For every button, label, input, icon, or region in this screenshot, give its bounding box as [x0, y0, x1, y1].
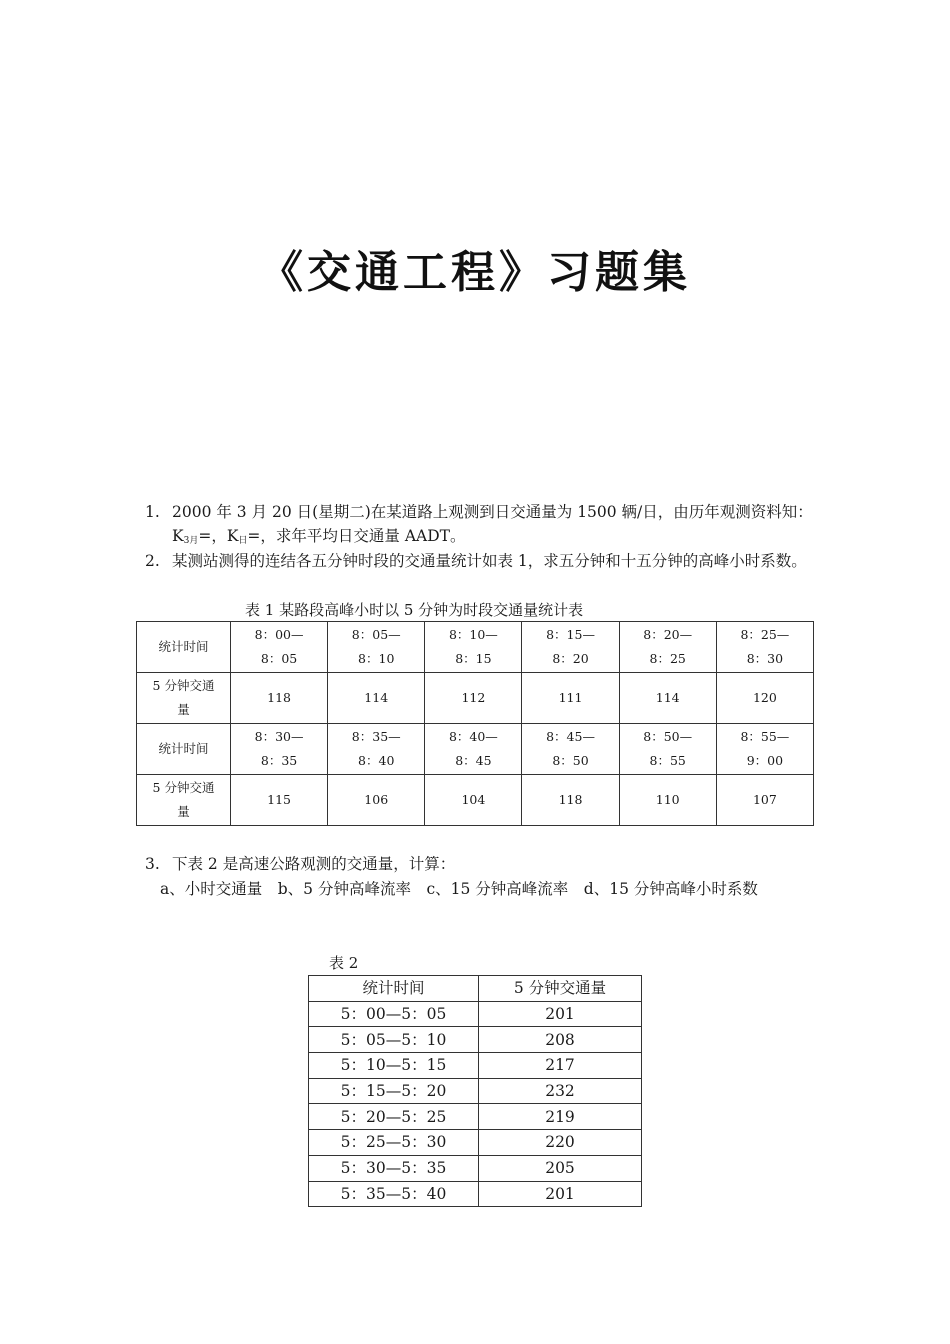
time-cell: 8：30— 8：35 — [231, 724, 328, 775]
table-row — [309, 1053, 642, 1079]
question-number: 2. — [145, 552, 160, 570]
question-3 — [145, 852, 815, 876]
time-cell: 8：45— 8：50 — [522, 724, 619, 775]
volume-cell: 219 — [479, 1104, 642, 1130]
question-2 — [145, 549, 815, 573]
question-text: 下表 2 是高速公路观测的交通量，计算： — [172, 855, 456, 873]
volume-cell: 217 — [479, 1053, 642, 1079]
question-number: 3. — [145, 855, 160, 873]
column-header: 统计时间 — [309, 976, 479, 1002]
volume-cell: 201 — [479, 1181, 642, 1207]
question-number: 1. — [145, 503, 160, 521]
table-row — [309, 1104, 642, 1130]
volume-cell: 208 — [479, 1027, 642, 1053]
volume-cell: 115 — [231, 775, 328, 826]
question-text-part: 2000 年 3 月 20 日(星期二)在某道路上观测到日交通量为 1500 辆/日，由历年观测资料知： K — [172, 503, 821, 545]
question-text — [172, 500, 821, 553]
row-label: 5 分钟交通 量 — [137, 673, 231, 724]
table-row — [137, 775, 814, 826]
table-1 — [136, 621, 814, 826]
volume-cell: 118 — [231, 673, 328, 724]
volume-cell: 232 — [479, 1078, 642, 1104]
subscript: 3月 — [183, 536, 199, 546]
table-row — [309, 1078, 642, 1104]
time-cell: 8：35— 8：40 — [328, 724, 425, 775]
question-1 — [145, 500, 821, 553]
column-header: 5 分钟交通量 — [479, 976, 642, 1002]
table-2 — [308, 975, 642, 1207]
time-cell: 5：30—5：35 — [309, 1155, 479, 1181]
volume-cell: 110 — [619, 775, 716, 826]
time-cell: 8：10— 8：15 — [425, 622, 522, 673]
subscript: 日 — [238, 536, 248, 546]
time-cell: 5：05—5：10 — [309, 1027, 479, 1053]
time-cell: 8：15— 8：20 — [522, 622, 619, 673]
time-cell: 5：25—5：30 — [309, 1130, 479, 1156]
volume-cell: 118 — [522, 775, 619, 826]
table-row — [309, 1181, 642, 1207]
volume-cell: 120 — [716, 673, 813, 724]
volume-cell: 112 — [425, 673, 522, 724]
time-cell: 5：35—5：40 — [309, 1181, 479, 1207]
volume-cell: 205 — [479, 1155, 642, 1181]
table-2-caption: 表 2 — [329, 954, 359, 972]
table-row — [309, 1027, 642, 1053]
time-cell: 8：50— 8：55 — [619, 724, 716, 775]
question-text: 某测站测得的连结各五分钟时段的交通量统计如表 1，求五分钟和十五分钟的高峰小时系数。 — [172, 552, 807, 570]
volume-cell: 107 — [716, 775, 813, 826]
volume-cell: 111 — [522, 673, 619, 724]
time-cell: 5：15—5：20 — [309, 1078, 479, 1104]
volume-cell: 114 — [328, 673, 425, 724]
time-cell: 5：20—5：25 — [309, 1104, 479, 1130]
time-cell: 5：10—5：15 — [309, 1053, 479, 1079]
question-text-part: =，求年平均日交通量 AADT。 — [247, 527, 466, 545]
table-row — [137, 724, 814, 775]
page-title: 《交通工程》习题集 — [259, 247, 691, 298]
time-cell: 8：40— 8：45 — [425, 724, 522, 775]
volume-cell: 114 — [619, 673, 716, 724]
table-row — [137, 622, 814, 673]
table-row — [309, 1001, 642, 1027]
volume-cell: 201 — [479, 1001, 642, 1027]
volume-cell: 106 — [328, 775, 425, 826]
time-cell: 8：05— 8：10 — [328, 622, 425, 673]
row-label: 统计时间 — [137, 724, 231, 775]
question-text-part: =，K — [198, 527, 239, 545]
volume-cell: 104 — [425, 775, 522, 826]
time-cell: 8：55— 9：00 — [716, 724, 813, 775]
row-label: 统计时间 — [137, 622, 231, 673]
table-row — [309, 1130, 642, 1156]
table-row — [309, 1155, 642, 1181]
volume-cell: 220 — [479, 1130, 642, 1156]
table-1-caption: 表 1 某路段高峰小时以 5 分钟为时段交通量统计表 — [245, 601, 584, 619]
time-cell: 8：25— 8：30 — [716, 622, 813, 673]
table-header-row — [309, 976, 642, 1002]
table-row — [137, 673, 814, 724]
time-cell: 5：00—5：05 — [309, 1001, 479, 1027]
time-cell: 8：00— 8：05 — [231, 622, 328, 673]
time-cell: 8：20— 8：25 — [619, 622, 716, 673]
question-3-subitems: a、小时交通量 b、5 分钟高峰流率 c、15 分钟高峰流率 d、15 分钟高峰小时系数 — [160, 880, 758, 898]
row-label: 5 分钟交通 量 — [137, 775, 231, 826]
